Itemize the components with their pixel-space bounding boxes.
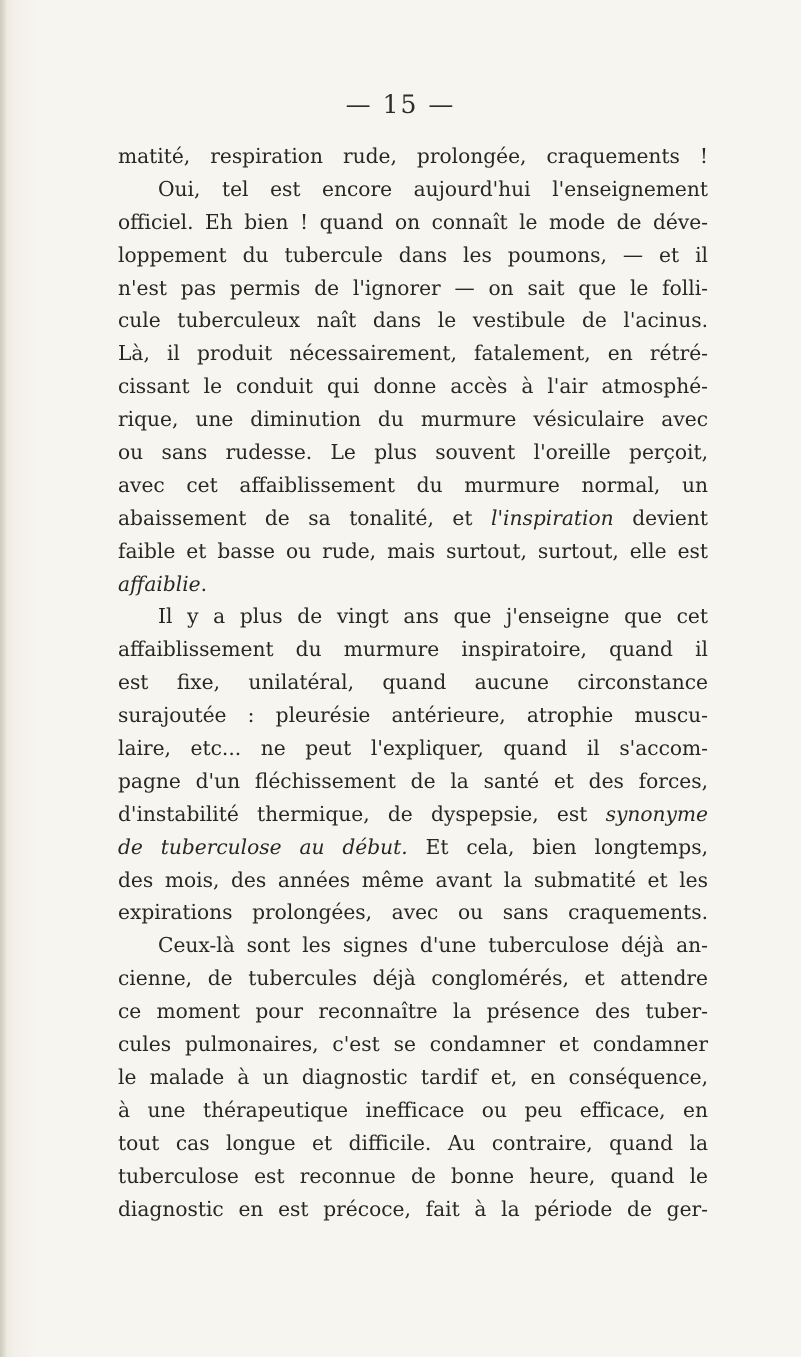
text-line bbox=[118, 666, 708, 699]
line-text: devient bbox=[613, 505, 708, 530]
text-line bbox=[118, 798, 708, 831]
text-line bbox=[118, 469, 708, 502]
text-line bbox=[118, 765, 708, 798]
line-text: tout cas longue et difficile. Au contraire, quand la bbox=[118, 1130, 708, 1155]
italic-text: affaiblie bbox=[118, 571, 201, 596]
page-number-header: — 15 — bbox=[345, 90, 456, 119]
line-text: tuberculose est reconnue de bonne heure, quand le bbox=[118, 1163, 708, 1188]
line-text: diagnostic en est précoce, fait à la période de ger- bbox=[118, 1196, 708, 1221]
body-text bbox=[118, 140, 708, 1225]
text-line bbox=[118, 502, 708, 535]
text-line bbox=[118, 1193, 708, 1226]
line-text: abaissement de sa tonalité, et bbox=[118, 505, 492, 530]
text-line bbox=[118, 633, 708, 666]
line-text: Là, il produit nécessairement, fatalement, en rétré- bbox=[118, 341, 708, 366]
line-text: n'est pas permis de l'ignorer — on sait que le folli- bbox=[118, 275, 708, 300]
line-text: pagne d'un fléchissement de la santé et des forces, bbox=[118, 768, 708, 793]
text-line bbox=[118, 1061, 708, 1094]
line-text: faible et basse ou rude, mais surtout, surtout, elle est bbox=[118, 538, 708, 563]
italic-text: de tuberculose au début. bbox=[118, 834, 408, 859]
text-line bbox=[118, 272, 708, 305]
text-line bbox=[118, 337, 708, 370]
text-line bbox=[118, 1028, 708, 1061]
text-line bbox=[118, 1160, 708, 1193]
line-text: cule tuberculeux naît dans le vestibule de l'acinus. bbox=[118, 308, 708, 333]
text-line bbox=[118, 173, 708, 206]
line-text: Et cela, bien longtemps, bbox=[407, 834, 708, 859]
line-text: d'instabilité thermique, de dyspepsie, est bbox=[118, 801, 606, 826]
page-spine-shadow bbox=[0, 0, 6, 1357]
line-text: cienne, de tubercules déjà conglomérés, et attendre bbox=[118, 966, 708, 991]
line-text: ou sans rudesse. Le plus souvent l'oreille perçoit, bbox=[118, 440, 708, 465]
line-text: Ceux-là sont les signes d'une tuberculose déjà an- bbox=[158, 933, 708, 958]
line-text: ce moment pour reconnaître la présence des tuber- bbox=[118, 999, 708, 1024]
text-line bbox=[118, 929, 708, 962]
text-line bbox=[118, 699, 708, 732]
line-text: rique, une diminution du murmure vésiculaire avec bbox=[118, 407, 708, 432]
line-text: est fixe, unilatéral, quand aucune circonstance bbox=[118, 670, 708, 695]
line-text: cules pulmonaires, c'est se condamner et condamner bbox=[118, 1032, 708, 1057]
text-line bbox=[118, 403, 708, 436]
italic-text: synonyme bbox=[605, 801, 708, 826]
line-text: . bbox=[200, 571, 208, 596]
text-line bbox=[118, 600, 708, 633]
line-text: expirations prolongées, avec ou sans craquements. bbox=[118, 900, 708, 925]
text-line bbox=[118, 304, 708, 337]
line-text: officiel. Eh bien ! quand on connaît le mode de déve- bbox=[118, 209, 708, 234]
text-line bbox=[118, 732, 708, 765]
text-line bbox=[118, 1127, 708, 1160]
text-line bbox=[118, 995, 708, 1028]
line-text: avec cet affaiblissement du murmure normal, un bbox=[118, 472, 708, 497]
text-line bbox=[118, 140, 708, 173]
text-line bbox=[118, 370, 708, 403]
text-line bbox=[118, 535, 708, 568]
line-text: laire, etc... ne peut l'expliquer, quand il s'accom- bbox=[118, 736, 708, 761]
line-text: Il y a plus de vingt ans que j'enseigne que cet bbox=[158, 604, 708, 629]
text-line bbox=[118, 436, 708, 469]
text-line bbox=[118, 831, 708, 864]
text-line bbox=[118, 1094, 708, 1127]
text-line bbox=[118, 864, 708, 897]
text-line bbox=[118, 896, 708, 929]
text-line bbox=[118, 206, 708, 239]
text-line bbox=[118, 239, 708, 272]
line-text: à une thérapeutique inefficace ou peu efficace, en bbox=[118, 1097, 708, 1122]
line-text: surajoutée : pleurésie antérieure, atrophie muscu- bbox=[118, 703, 708, 728]
line-text: loppement du tubercule dans les poumons, — et il bbox=[118, 242, 708, 267]
line-text: des mois, des années même avant la submatité et les bbox=[118, 867, 708, 892]
text-line bbox=[118, 568, 708, 601]
line-text: affaiblissement du murmure inspiratoire, quand il bbox=[118, 637, 708, 662]
line-text: le malade à un diagnostic tardif et, en conséquence, bbox=[118, 1064, 708, 1089]
line-text: matité, respiration rude, prolongée, craquements ! bbox=[118, 144, 708, 168]
line-text: cissant le conduit qui donne accès à l'air atmosphé- bbox=[118, 374, 708, 399]
text-line bbox=[118, 962, 708, 995]
line-text: Oui, tel est encore aujourd'hui l'enseignement bbox=[158, 176, 708, 201]
italic-text: l'inspiration bbox=[491, 505, 614, 530]
